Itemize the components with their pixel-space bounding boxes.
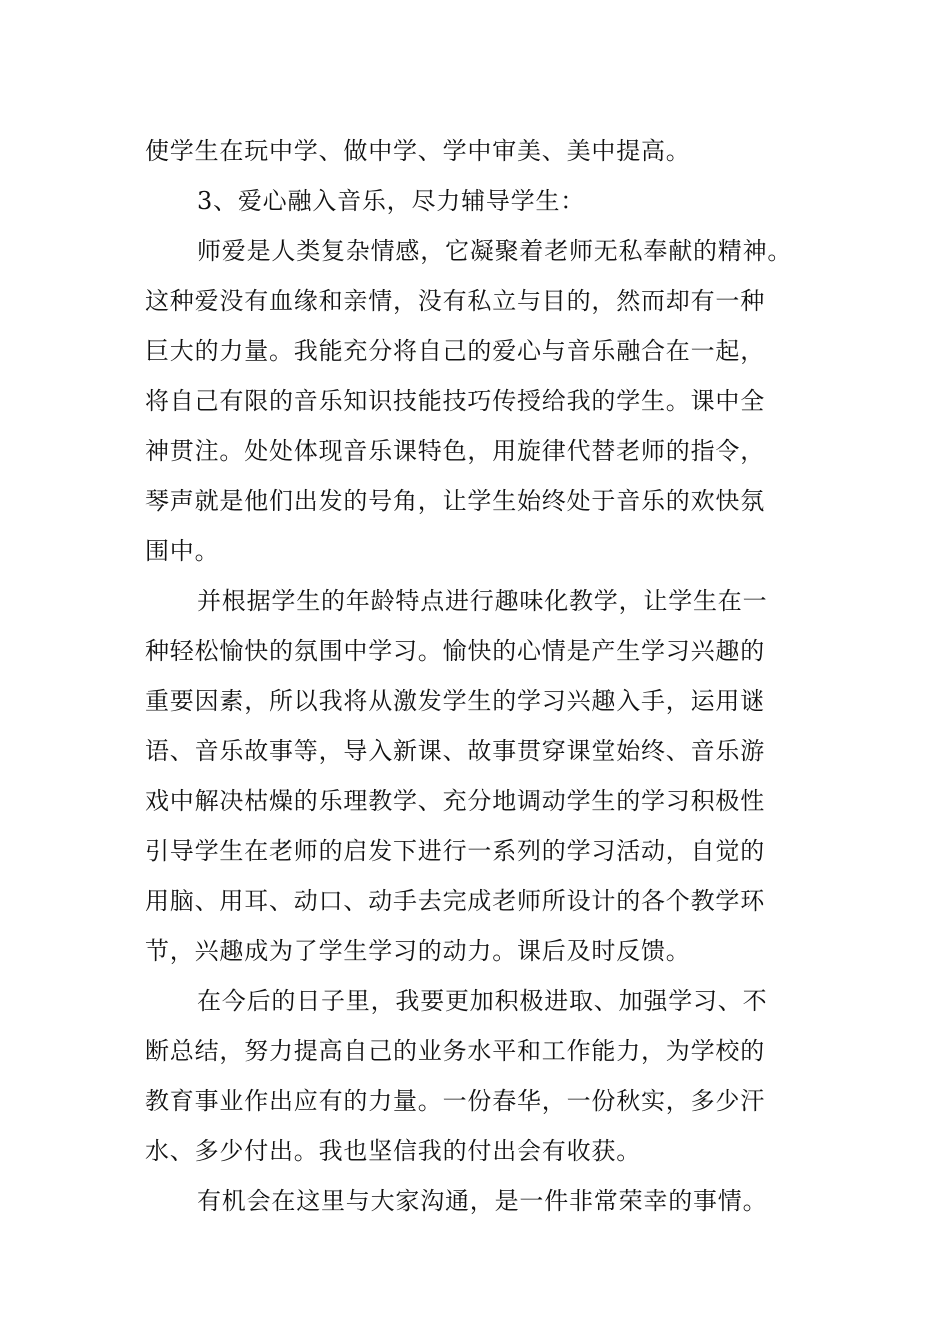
text-line: 琴声就是他们出发的号角，让学生始终处于音乐的欢快氛 xyxy=(145,487,765,515)
text-line: 这种爱没有血缘和亲情，没有私立与目的，然而却有一种 xyxy=(145,287,765,315)
text-line: 并根据学生的年龄特点进行趣味化教学，让学生在一 xyxy=(197,587,768,615)
text-line: 师爱是人类复杂情感，它凝聚着老师无私奉献的精神。 xyxy=(197,237,793,265)
text-line: 引导学生在老师的启发下进行一系列的学习活动，自觉的 xyxy=(145,837,765,865)
document-body xyxy=(145,126,825,1226)
text-line: 语、音乐故事等，导入新课、故事贯穿课堂始终、音乐游 xyxy=(145,737,765,765)
text-line: 3、爱心融入音乐，尽力辅导学生： xyxy=(197,187,586,215)
text-line: 重要因素，所以我将从激发学生的学习兴趣入手，运用谜 xyxy=(145,687,765,715)
text-line: 教育事业作出应有的力量。一份春华，一份秋实，多少汗 xyxy=(145,1087,765,1115)
text-line: 戏中解决枯燥的乐理教学、充分地调动学生的学习积极性 xyxy=(145,787,765,815)
text-line: 水、多少付出。我也坚信我的付出会有收获。 xyxy=(145,1137,641,1165)
text-line: 使学生在玩中学、做中学、学中审美、美中提高。 xyxy=(145,137,691,165)
text-line: 在今后的日子里，我要更加积极进取、加强学习、不 xyxy=(197,987,768,1015)
text-line: 有机会在这里与大家沟通，是一件非常荣幸的事情。 xyxy=(197,1187,768,1215)
text-line: 将自己有限的音乐知识技能技巧传授给我的学生。课中全 xyxy=(145,387,765,415)
text-line: 围中。 xyxy=(145,537,220,565)
text-line: 用脑、用耳、动口、动手去完成老师所设计的各个教学环 xyxy=(145,887,765,915)
text-line: 种轻松愉快的氛围中学习。愉快的心情是产生学习兴趣的 xyxy=(145,637,765,665)
text-line: 巨大的力量。我能充分将自己的爱心与音乐融合在一起， xyxy=(145,337,765,365)
text-line: 断总结，努力提高自己的业务水平和工作能力，为学校的 xyxy=(145,1037,765,1065)
text-line: 神贯注。处处体现音乐课特色，用旋律代替老师的指令， xyxy=(145,437,765,465)
text-line: 节，兴趣成为了学生学习的动力。课后及时反馈。 xyxy=(145,937,691,965)
